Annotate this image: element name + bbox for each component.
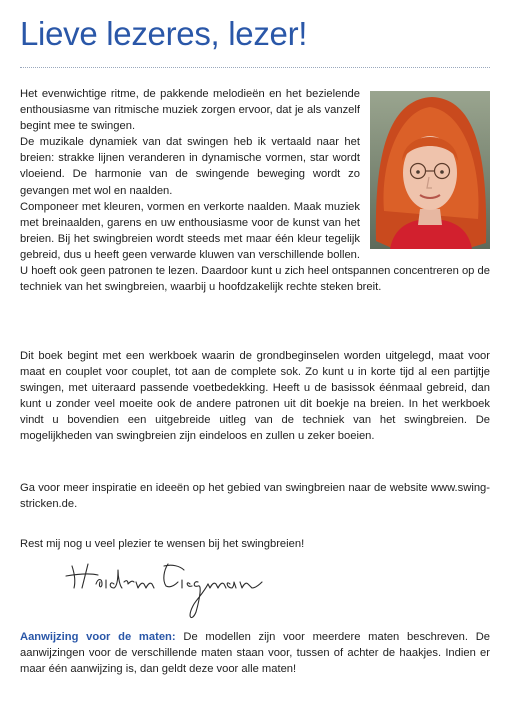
paragraph-1b: De muzikale dynamiek van dat swingen heb ik vertaald naar het breien: strakke lijnen veranderen in dynamische vormen, star wordt vloeiend. De harmonie van de swingende beweging wordt zo gevangen met wol en naalden. bbox=[20, 136, 360, 197]
page-title: Lieve lezeres, lezer! bbox=[20, 15, 308, 52]
paragraph-1c: Componeer met kleuren, vormen en verkorte naalden. Maak muziek met breinaalden, garens en uw enthousiasme voor de kunst van het breien. Bij het swingbreien wordt steeds met maar één kleur tegelijk gebreid, dus u heeft geen verwarde kluwen van verschillende bollen. U hoeft ook geen patronen te lezen. Daardoor kunt u zich heel ontspannen concentreren op de techniek van het swingbreien, waarbij u hoofdzakelijk rechte steken breit. bbox=[20, 200, 490, 294]
paragraph-3: Ga voor meer inspiratie en ideeën op het gebied van swingbreien naar de website www.swing-stricken.de. bbox=[20, 482, 490, 511]
intro-text bbox=[20, 86, 490, 295]
paragraph-1a: Het evenwichtige ritme, de pakkende melodieën en het bezielende enthousiasme van ritmische muziek zorgen ervoor, dat je als vanzelf begint mee te swingen. bbox=[20, 88, 360, 133]
author-signature bbox=[58, 558, 268, 624]
size-note bbox=[20, 629, 490, 677]
paragraph-4: Rest mij nog u veel plezier te wensen bij het swingbreien! bbox=[20, 538, 305, 550]
size-note-label: Aanwijzing voor de maten: bbox=[20, 631, 176, 643]
paragraph-2: Dit boek begint met een werkboek waarin de grondbeginselen worden uitgelegd, maat voor maat en couplet voor couplet, tot aan de complete sok. Zo kunt u in korte tijd al een partijtje swingen, met uiteraard passende voetbedekking. Heeft u de basissok éénmaal gebreid, dan kunt u zonder veel moeite ook de andere patronen uit dit boekje na breien. In het werkboek vindt u bovendien een uitgebreide uitleg van de techniek van het swingbreien. De mogelijkheden van swingbreien zijn eindeloos en zullen u zeker boeien. bbox=[20, 350, 490, 443]
dotted-divider bbox=[20, 67, 490, 68]
size-note-text: De modellen zijn voor meerdere maten beschreven. De aanwijzingen voor de verschillende maten staan voor, tussen of achter de haakjes. Indien er maar één aanwijzing is, dan geldt deze voor alle maten! bbox=[20, 631, 490, 676]
